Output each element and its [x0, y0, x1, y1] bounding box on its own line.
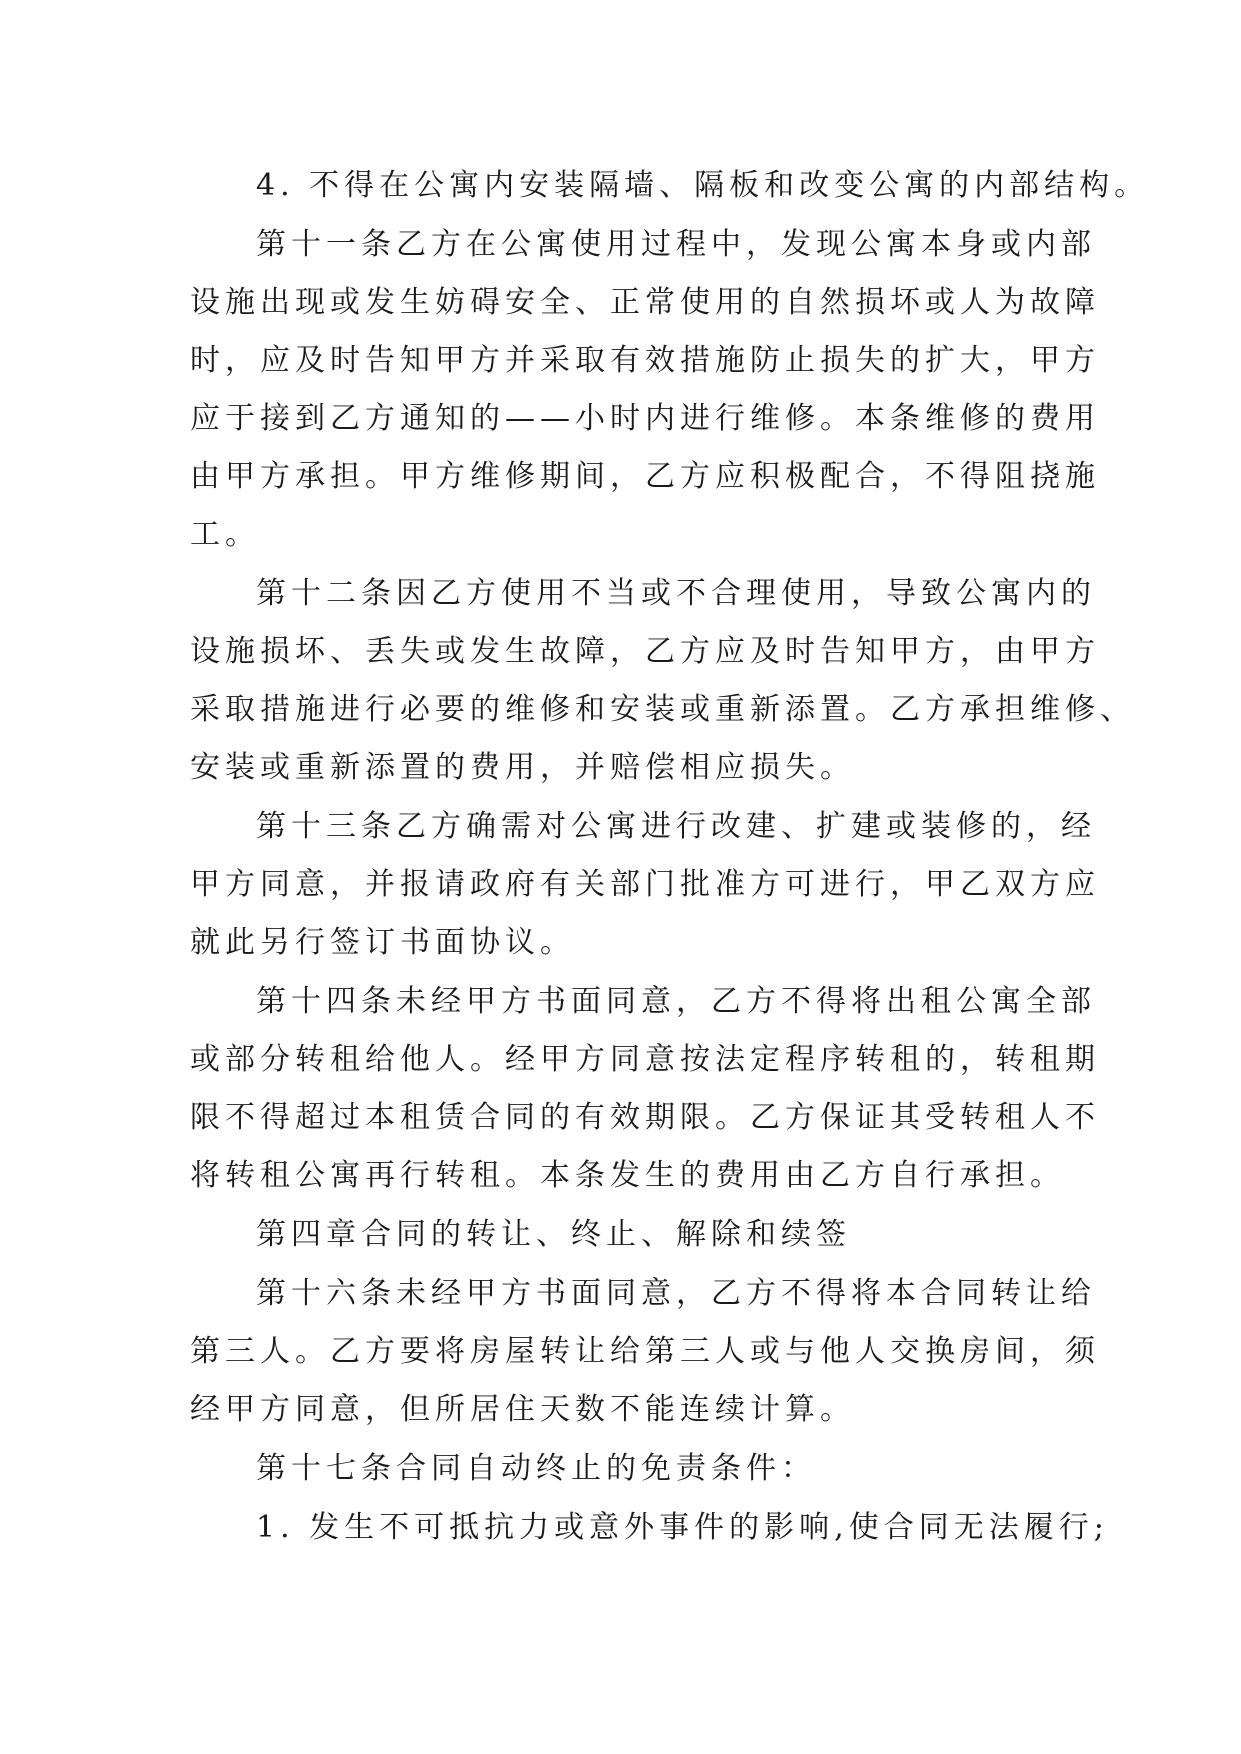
document-body — [190, 157, 1150, 1558]
chapter-4-heading — [190, 1206, 1060, 1264]
article-13-paragraph — [190, 798, 1100, 972]
paragraph-line: 由甲方承担。甲方维修期间，乙方应积极配合，不得阻挠施 — [190, 459, 1100, 494]
article-17-paragraph — [190, 1440, 1060, 1498]
chapter-heading-line: 第四章合同的转让、终止、解除和续签 — [256, 1217, 851, 1252]
paragraph-line: 时，应及时告知甲方并采取有效措施防止损失的扩大，甲方 — [190, 343, 1100, 378]
article-14-paragraph — [190, 973, 1100, 1205]
paragraph-line: 1. 发生不可抵抗力或意外事件的影响,使合同无法履行; — [256, 1510, 1109, 1545]
paragraph-line: 安装或重新添置的费用，并赔偿相应损失。 — [190, 750, 855, 785]
paragraph-line: 4. 不得在公寓内安装隔墙、隔板和改变公寓的内部结构。 — [256, 168, 1150, 203]
paragraph-line: 第三人。乙方要将房屋转让给第三人或与他人交换房间，须 — [190, 1334, 1100, 1369]
clause-1-paragraph — [190, 1499, 1109, 1557]
paragraph-line: 将转租公寓再行转租。本条发生的费用由乙方自行承担。 — [190, 1158, 1065, 1193]
paragraph-line: 就此另行签订书面协议。 — [190, 925, 575, 960]
paragraph-line: 第十一条乙方在公寓使用过程中，发现公寓本身或内部 — [256, 227, 1096, 262]
paragraph-line: 采取措施进行必要的维修和安装或重新添置。乙方承担维修、 — [190, 692, 1135, 727]
article-12-paragraph — [190, 565, 1135, 797]
paragraph-line: 第十三条乙方确需对公寓进行改建、扩建或装修的，经 — [256, 809, 1096, 844]
paragraph-line: 经甲方同意，但所居住天数不能连续计算。 — [190, 1392, 855, 1427]
paragraph-line: 工。 — [190, 517, 260, 552]
article-11-paragraph — [190, 216, 1100, 564]
paragraph-line: 或部分转租给他人。经甲方同意按法定程序转租的，转租期 — [190, 1042, 1100, 1077]
article-16-paragraph — [190, 1265, 1100, 1439]
paragraph-line: 应于接到乙方通知的——小时内进行维修。本条维修的费用 — [190, 401, 1100, 436]
paragraph-line: 第十二条因乙方使用不当或不合理使用，导致公寓内的 — [256, 576, 1096, 611]
paragraph-line: 限不得超过本租赁合同的有效期限。乙方保证其受转租人不 — [190, 1100, 1100, 1135]
clause-4-paragraph — [190, 157, 1150, 215]
paragraph-line: 设施损坏、丢失或发生故障，乙方应及时告知甲方，由甲方 — [190, 634, 1100, 669]
paragraph-line: 第十六条未经甲方书面同意，乙方不得将本合同转让给 — [256, 1276, 1096, 1311]
paragraph-line: 第十四条未经甲方书面同意，乙方不得将出租公寓全部 — [256, 984, 1096, 1019]
paragraph-line: 设施出现或发生妨碍安全、正常使用的自然损坏或人为故障 — [190, 285, 1100, 320]
paragraph-line: 第十七条合同自动终止的免责条件： — [256, 1451, 816, 1486]
paragraph-line: 甲方同意，并报请政府有关部门批准方可进行，甲乙双方应 — [190, 867, 1100, 902]
